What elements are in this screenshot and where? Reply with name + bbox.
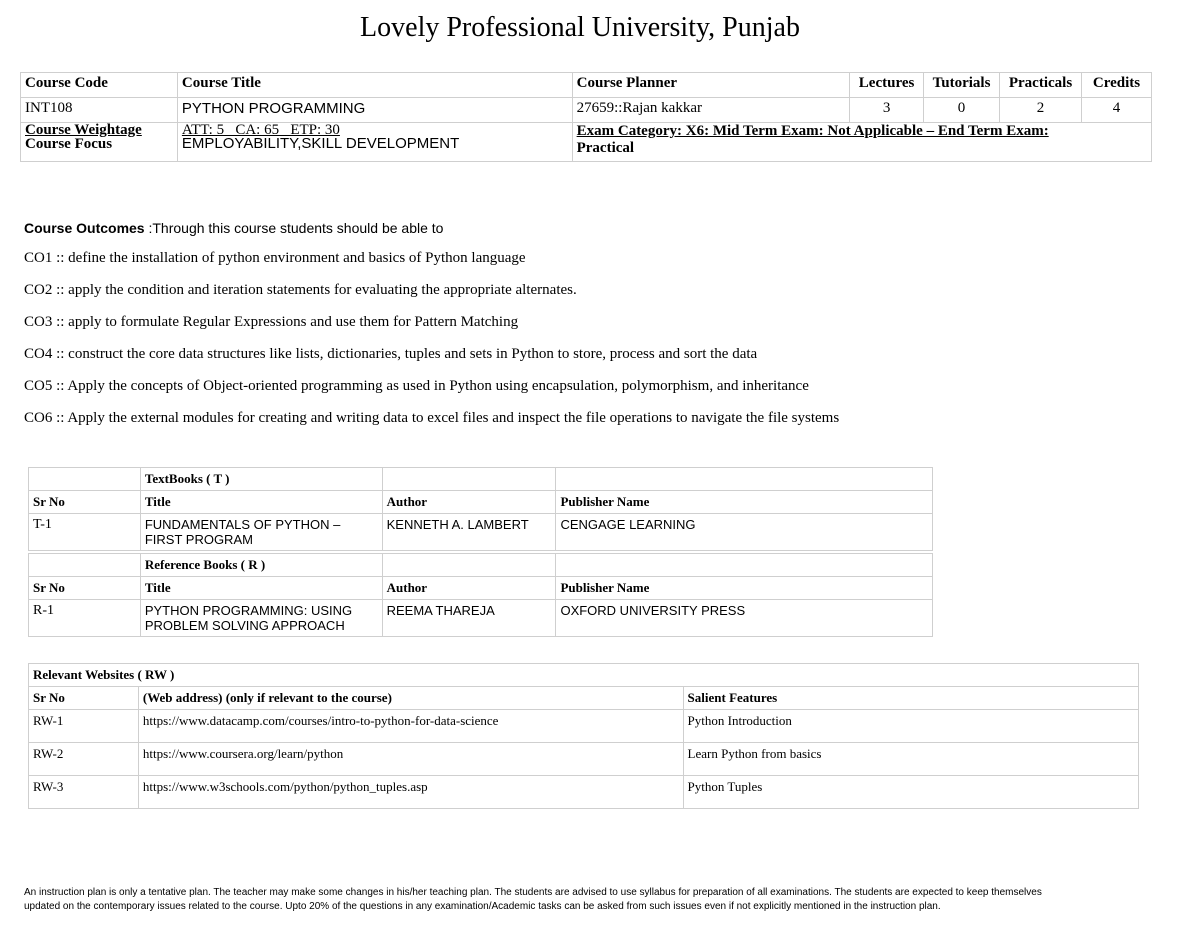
textbook-sr: T-1 (29, 514, 141, 551)
reference-sr: R-1 (29, 600, 141, 637)
column-header: Sr No (29, 687, 139, 710)
column-header: Publisher Name (556, 491, 933, 514)
websites-table (28, 663, 1139, 809)
websites-heading: Relevant Websites ( RW ) (29, 664, 1139, 687)
course-info-header-row (21, 73, 1152, 98)
reference-title: PYTHON PROGRAMMING: USING (144, 603, 353, 618)
references-heading-row (29, 554, 933, 577)
lectures-value: 3 (850, 98, 924, 123)
tutorials-label: Tutorials (924, 73, 1000, 98)
footnote-line: An instruction plan is only a tentative plan. The teacher may make some changes in his/her teaching plan. The students are advised to use syllabus for preparation of all examinations. The students are expected to keep themselves (24, 887, 1042, 898)
lectures-label: Lectures (850, 73, 924, 98)
course-outcomes-heading: Course Outcomes (24, 220, 145, 236)
course-code: INT108 (21, 98, 178, 123)
course-outcomes (24, 220, 1174, 442)
course-outcome-item: CO2 :: apply the condition and iteration statements for evaluating the appropriate alternates. (24, 282, 577, 298)
column-header: Sr No (29, 491, 141, 514)
references-heading: Reference Books ( R ) (140, 554, 382, 577)
website-feature: Learn Python from basics (683, 743, 1138, 776)
books-table (28, 467, 933, 637)
column-header: Author (382, 577, 556, 600)
footnote-line: updated on the contemporary issues related to the course. Upto 20% of the questions in any examination/Academic tasks can be asked from such issues even if not explicitly mentioned in the instruction plan. (24, 901, 941, 912)
textbooks-heading-row (29, 468, 933, 491)
column-header: Publisher Name (556, 577, 933, 600)
course-info-value-row (21, 98, 1152, 123)
course-weightage-row (21, 123, 1152, 162)
website-url: https://www.w3schools.com/python/python_tuples.asp (138, 776, 683, 809)
table-row (29, 600, 933, 637)
column-header: Title (140, 577, 382, 600)
exam-category: Exam Category: X6: Mid Term Exam: Not Applicable – End Term Exam: (576, 123, 1049, 139)
website-url: https://www.coursera.org/learn/python (138, 743, 683, 776)
textbook-title: FUNDAMENTALS OF PYTHON – (144, 517, 341, 532)
course-focus: EMPLOYABILITY,SKILL DEVELOPMENT (181, 135, 460, 152)
textbooks-column-row (29, 491, 933, 514)
column-header: Author (382, 491, 556, 514)
textbook-title-cont: FIRST PROGRAM (144, 532, 253, 547)
column-header: Sr No (29, 577, 141, 600)
course-focus-label: Course Focus (25, 136, 113, 152)
references-column-row (29, 577, 933, 600)
practicals-value: 2 (1000, 98, 1082, 123)
footnote (24, 886, 1174, 914)
course-info-table (20, 72, 1152, 162)
course-outcomes-intro (24, 220, 1174, 236)
course-code-label: Course Code (21, 73, 178, 98)
credits-label: Credits (1082, 73, 1152, 98)
table-row (29, 776, 1139, 809)
website-sr: RW-2 (29, 743, 139, 776)
textbook-publisher: CENGAGE LEARNING (556, 514, 933, 551)
websites-column-row (29, 687, 1139, 710)
website-feature: Python Introduction (683, 710, 1138, 743)
course-outcomes-intro-text: :Through this course students should be able to (144, 220, 444, 236)
reference-publisher: OXFORD UNIVERSITY PRESS (556, 600, 933, 637)
table-row (29, 743, 1139, 776)
textbook-author: KENNETH A. LAMBERT (382, 514, 556, 551)
reference-author: REEMA THAREJA (382, 600, 556, 637)
reference-title-cont: PROBLEM SOLVING APPROACH (144, 618, 345, 633)
table-row (29, 514, 933, 551)
tutorials-value: 0 (924, 98, 1000, 123)
course-weightage-label: Course Weightage (25, 122, 142, 138)
course-outcome-item: CO3 :: apply to formulate Regular Expressions and use them for Pattern Matching (24, 314, 519, 330)
website-sr: RW-1 (29, 710, 139, 743)
course-outcome-item: CO1 :: define the installation of python environment and basics of Python language (24, 250, 526, 266)
table-row (29, 710, 1139, 743)
course-planner: 27659::Rajan kakkar (572, 98, 849, 123)
page-title: Lovely Professional University, Punjab (360, 12, 800, 43)
website-sr: RW-3 (29, 776, 139, 809)
course-title: PYTHON PROGRAMMING (177, 98, 572, 123)
textbooks-heading: TextBooks ( T ) (140, 468, 382, 491)
course-weightage: ATT: 5 CA: 65 ETP: 30 (181, 122, 340, 138)
website-url: https://www.datacamp.com/courses/intro-to-python-for-data-science (138, 710, 683, 743)
website-feature: Python Tuples (683, 776, 1138, 809)
column-header: Salient Features (683, 687, 1138, 710)
credits-value: 4 (1082, 98, 1152, 123)
course-outcome-item: CO6 :: Apply the external modules for creating and writing data to excel files and inspect the file operations to navigate the file systems (24, 410, 840, 426)
course-planner-label: Course Planner (572, 73, 849, 98)
practicals-label: Practicals (1000, 73, 1082, 98)
websites-heading-row (29, 664, 1139, 687)
course-title-label: Course Title (177, 73, 572, 98)
column-header: Title (140, 491, 382, 514)
exam-category-cont: Practical (576, 140, 635, 156)
course-outcome-item: CO5 :: Apply the concepts of Object-oriented programming as used in Python using encapsulation, polymorphism, and inheritance (24, 378, 809, 394)
column-header: (Web address) (only if relevant to the course) (138, 687, 683, 710)
course-outcome-item: CO4 :: construct the core data structures like lists, dictionaries, tuples and sets in Python to store, process and sort the data (24, 346, 758, 362)
